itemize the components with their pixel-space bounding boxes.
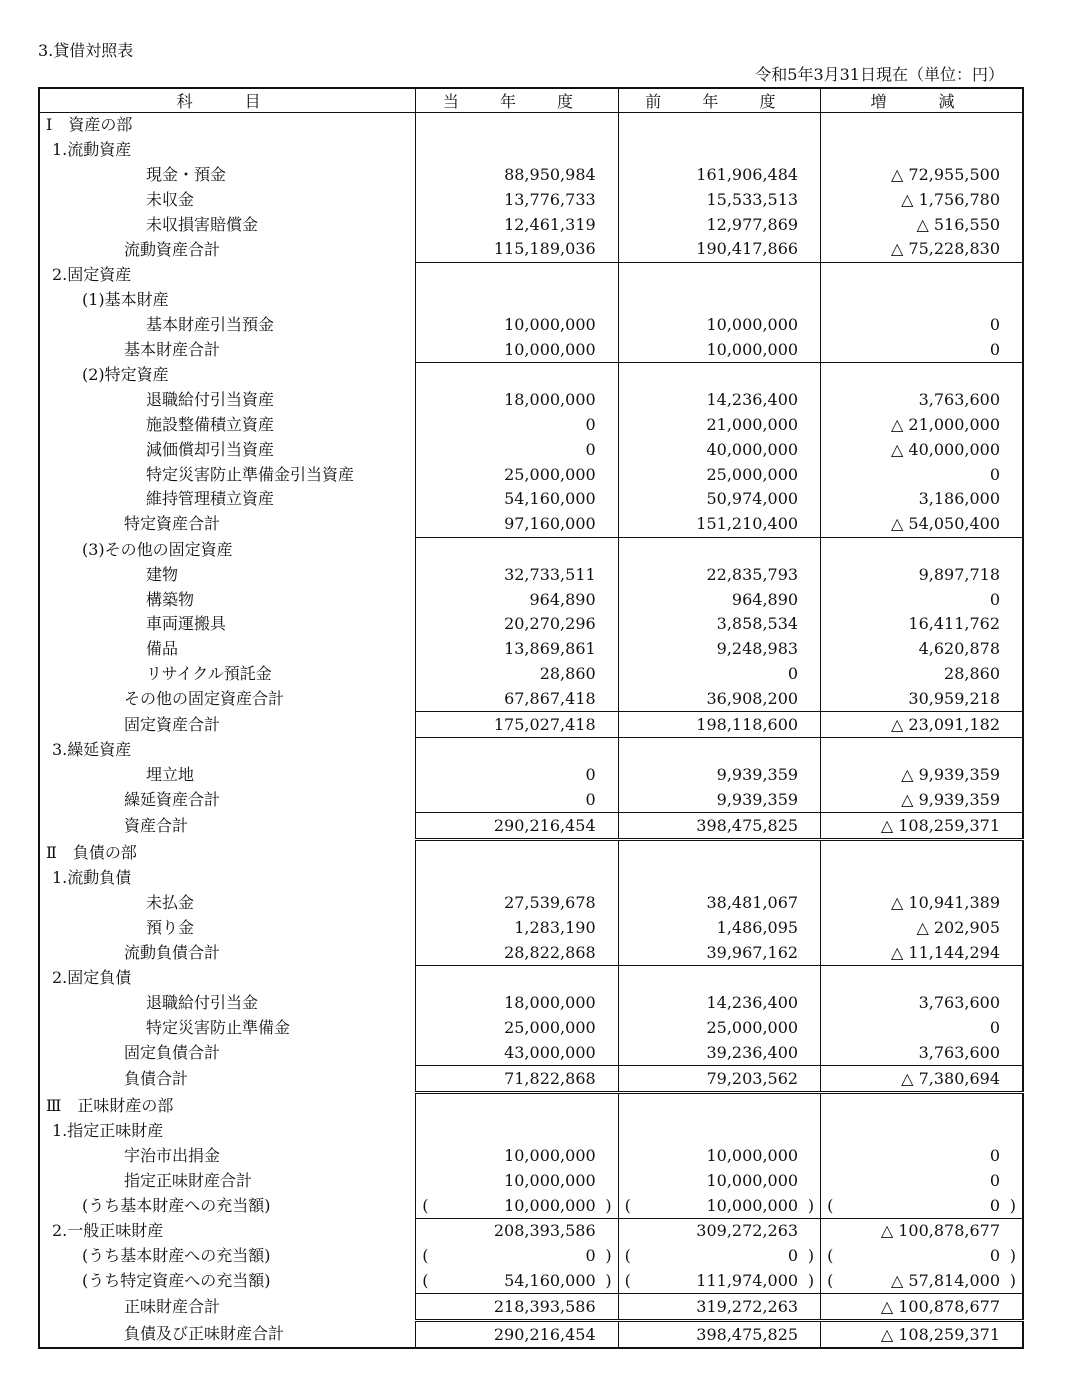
table-row: [39, 891, 1023, 916]
change-value: 0: [821, 587, 1023, 612]
current-value: 290,216,454: [416, 813, 618, 840]
table-row: [39, 788, 1023, 813]
table-row: [39, 1294, 1023, 1321]
row-label: 1.指定正味財産: [52, 1121, 164, 1141]
table-row: [39, 537, 1023, 562]
change-value: 3,763,600: [821, 991, 1023, 1016]
previous-value: 79,203,562: [618, 1066, 820, 1093]
row-label: 宇治市出捐金: [124, 1146, 221, 1166]
current-value: 10,000,000: [416, 312, 618, 337]
current-value: 208,393,586: [416, 1219, 618, 1244]
previous-value: 3,858,534: [618, 612, 820, 637]
previous-value: 14,236,400: [618, 388, 820, 413]
row-label: 正味財産合計: [124, 1297, 221, 1317]
row-label: 預り金: [146, 917, 195, 937]
current-value: 71,822,868: [416, 1066, 618, 1093]
table-row: [39, 866, 1023, 891]
previous-value: 36,908,200: [618, 686, 820, 711]
change-value: [821, 1119, 1023, 1144]
change-value: [821, 866, 1023, 891]
row-label: 車両運搬具: [146, 614, 227, 634]
current-value: [416, 262, 618, 287]
header-previous-year: 前 年 度: [618, 88, 820, 113]
change-value: 0: [821, 462, 1023, 487]
table-row: [39, 637, 1023, 662]
current-value: 0: [416, 413, 618, 438]
table-row: [39, 1193, 1023, 1218]
table-row: [39, 1119, 1023, 1144]
table-row: [39, 1144, 1023, 1169]
table-row: [39, 1321, 1023, 1348]
table-row: [39, 1040, 1023, 1065]
row-label: (うち特定資産への充当額): [82, 1271, 271, 1291]
current-value: 1,283,190: [416, 916, 618, 941]
balance-sheet-table: [38, 87, 1024, 1349]
table-row: [39, 840, 1023, 866]
current-value: [416, 288, 618, 313]
current-value: [416, 537, 618, 562]
current-value: [416, 840, 618, 866]
row-label: 基本財産合計: [124, 339, 221, 359]
row-label: 基本財産引当預金: [146, 314, 275, 334]
row-label: 固定負債合計: [124, 1043, 221, 1063]
row-label: 埋立地: [146, 765, 195, 785]
row-label: Ⅲ 正味財産の部: [46, 1095, 174, 1115]
previous-value: 39,236,400: [618, 1040, 820, 1065]
current-value: [416, 362, 618, 387]
row-label: 負債合計: [124, 1069, 189, 1089]
previous-value: ( 10,000,000 ): [618, 1193, 820, 1218]
table-row: [39, 212, 1023, 237]
table-row: [39, 686, 1023, 711]
previous-value: 14,236,400: [618, 991, 820, 1016]
row-label: 2.一般正味財産: [52, 1221, 164, 1241]
previous-value: [618, 966, 820, 991]
row-label: 1.流動負債: [52, 868, 132, 888]
current-value: 25,000,000: [416, 1016, 618, 1041]
current-value: [416, 1119, 618, 1144]
row-label: 未収損害賠償金: [146, 214, 259, 234]
change-value: [821, 537, 1023, 562]
change-value: 9,897,718: [821, 562, 1023, 587]
table-row: [39, 966, 1023, 991]
previous-value: [618, 866, 820, 891]
row-label: 退職給付引当資産: [146, 390, 275, 410]
row-label: Ⅰ 資産の部: [46, 115, 133, 135]
change-value: 3,763,600: [821, 1040, 1023, 1065]
previous-value: [618, 113, 820, 138]
current-value: 88,950,984: [416, 163, 618, 188]
previous-value: 319,272,263: [618, 1294, 820, 1321]
row-label: 繰延資産合計: [124, 790, 221, 810]
current-value: [416, 113, 618, 138]
current-value: 18,000,000: [416, 991, 618, 1016]
change-value: [821, 840, 1023, 866]
previous-value: 10,000,000: [618, 337, 820, 362]
current-value: 28,860: [416, 662, 618, 687]
change-value: ( 0 ): [821, 1244, 1023, 1269]
current-value: 175,027,418: [416, 712, 618, 738]
change-value: 0: [821, 337, 1023, 362]
change-value: △ 9,939,359: [821, 788, 1023, 813]
row-label: 3.繰延資産: [52, 740, 132, 760]
previous-value: [618, 138, 820, 163]
row-label: 未収金: [146, 189, 195, 209]
change-value: 0: [821, 312, 1023, 337]
row-label: 退職給付引当金: [146, 993, 259, 1013]
change-value: △ 21,000,000: [821, 413, 1023, 438]
change-value: [821, 1093, 1023, 1119]
current-value: [416, 737, 618, 762]
table-row: [39, 462, 1023, 487]
change-value: [821, 138, 1023, 163]
row-label: その他の固定資産合計: [124, 688, 285, 708]
current-value: [416, 866, 618, 891]
change-value: [821, 737, 1023, 762]
change-value: △ 100,878,677: [821, 1294, 1023, 1321]
table-row: [39, 562, 1023, 587]
table-row: [39, 312, 1023, 337]
table-row: [39, 388, 1023, 413]
current-value: 10,000,000: [416, 337, 618, 362]
previous-value: 10,000,000: [618, 1144, 820, 1169]
table-row: [39, 187, 1023, 212]
previous-value: 10,000,000: [618, 312, 820, 337]
row-label: 特定災害防止準備金引当資産: [146, 464, 355, 484]
previous-value: [618, 737, 820, 762]
row-label: 減価償却引当資産: [146, 439, 275, 459]
change-value: △ 10,941,389: [821, 891, 1023, 916]
change-value: 0: [821, 1144, 1023, 1169]
change-value: [821, 966, 1023, 991]
row-label: 現金・預金: [146, 164, 227, 184]
change-value: △ 75,228,830: [821, 237, 1023, 262]
current-value: 10,000,000: [416, 1144, 618, 1169]
current-value: 0: [416, 788, 618, 813]
change-value: ( △ 57,814,000 ): [821, 1269, 1023, 1294]
table-row: [39, 337, 1023, 362]
previous-value: 198,118,600: [618, 712, 820, 738]
current-value: [416, 966, 618, 991]
current-value: ( 54,160,000 ): [416, 1269, 618, 1294]
previous-value: 22,835,793: [618, 562, 820, 587]
change-value: [821, 288, 1023, 313]
row-label: 流動資産合計: [124, 239, 221, 259]
header-account: 科 目: [39, 88, 416, 113]
current-value: 10,000,000: [416, 1168, 618, 1193]
table-row: [39, 113, 1023, 138]
previous-value: 12,977,869: [618, 212, 820, 237]
row-label: 流動負債合計: [124, 942, 221, 962]
current-value: 12,461,319: [416, 212, 618, 237]
current-value: 54,160,000: [416, 487, 618, 512]
table-row: [39, 262, 1023, 287]
previous-value: 161,906,484: [618, 163, 820, 188]
current-value: 13,869,861: [416, 637, 618, 662]
previous-value: 15,533,513: [618, 187, 820, 212]
table-row: [39, 163, 1023, 188]
previous-value: 151,210,400: [618, 512, 820, 537]
current-value: 13,776,733: [416, 187, 618, 212]
change-value: 4,620,878: [821, 637, 1023, 662]
table-row: [39, 1066, 1023, 1093]
change-value: △ 108,259,371: [821, 813, 1023, 840]
table-row: [39, 1219, 1023, 1244]
row-label: 未払金: [146, 893, 195, 913]
previous-value: 398,475,825: [618, 1321, 820, 1348]
table-row: [39, 916, 1023, 941]
row-label: (2)特定資産: [82, 365, 169, 385]
current-value: 0: [416, 763, 618, 788]
header-current-year: 当 年 度: [416, 88, 618, 113]
change-value: 28,860: [821, 662, 1023, 687]
previous-value: [618, 1093, 820, 1119]
row-label: (3)その他の固定資産: [82, 539, 233, 559]
current-value: 25,000,000: [416, 462, 618, 487]
table-row: [39, 288, 1023, 313]
previous-value: 25,000,000: [618, 1016, 820, 1041]
table-row: [39, 612, 1023, 637]
row-label: 建物: [146, 564, 179, 584]
row-label: Ⅱ 負債の部: [46, 842, 137, 862]
previous-value: 0: [618, 662, 820, 687]
change-value: [821, 262, 1023, 287]
table-row: [39, 712, 1023, 738]
previous-value: 9,939,359: [618, 763, 820, 788]
row-label: 固定資産合計: [124, 714, 221, 734]
change-value: △ 9,939,359: [821, 763, 1023, 788]
change-value: △ 54,050,400: [821, 512, 1023, 537]
current-value: ( 0 ): [416, 1244, 618, 1269]
row-label: 維持管理積立資産: [146, 489, 275, 509]
page-title: 3.貸借対照表: [38, 41, 134, 60]
change-value: ( 0 ): [821, 1193, 1023, 1218]
current-value: 0: [416, 437, 618, 462]
row-label: 特定災害防止準備金: [146, 1018, 291, 1038]
table-row: [39, 237, 1023, 262]
previous-value: ( 111,974,000 ): [618, 1269, 820, 1294]
change-value: △ 516,550: [821, 212, 1023, 237]
table-row: [39, 138, 1023, 163]
header-change: 増 減: [821, 88, 1023, 113]
current-value: 32,733,511: [416, 562, 618, 587]
table-row: [39, 737, 1023, 762]
previous-value: 9,248,983: [618, 637, 820, 662]
row-label: (うち基本財産への充当額): [82, 1246, 271, 1266]
change-value: 16,411,762: [821, 612, 1023, 637]
current-value: 97,160,000: [416, 512, 618, 537]
change-value: △ 1,756,780: [821, 187, 1023, 212]
change-value: △ 202,905: [821, 916, 1023, 941]
row-label: 資産合計: [124, 816, 189, 836]
current-value: ( 10,000,000 ): [416, 1193, 618, 1218]
previous-value: [618, 288, 820, 313]
table-row: [39, 662, 1023, 687]
current-value: 43,000,000: [416, 1040, 618, 1065]
previous-value: [618, 840, 820, 866]
change-value: △ 108,259,371: [821, 1321, 1023, 1348]
previous-value: 38,481,067: [618, 891, 820, 916]
row-label: 負債及び正味財産合計: [124, 1323, 285, 1343]
table-row: [39, 813, 1023, 840]
previous-value: 50,974,000: [618, 487, 820, 512]
previous-value: 1,486,095: [618, 916, 820, 941]
change-value: △ 40,000,000: [821, 437, 1023, 462]
current-value: 964,890: [416, 587, 618, 612]
previous-value: 190,417,866: [618, 237, 820, 262]
row-label: 2.固定負債: [52, 968, 132, 988]
table-row: [39, 1093, 1023, 1119]
change-value: 3,186,000: [821, 487, 1023, 512]
table-row: [39, 991, 1023, 1016]
row-label: 指定正味財産合計: [124, 1170, 253, 1190]
table-row: [39, 1168, 1023, 1193]
current-value: [416, 1093, 618, 1119]
previous-value: [618, 362, 820, 387]
previous-value: 309,272,263: [618, 1219, 820, 1244]
change-value: 0: [821, 1168, 1023, 1193]
current-value: 18,000,000: [416, 388, 618, 413]
change-value: 3,763,600: [821, 388, 1023, 413]
row-label: リサイクル預託金: [146, 663, 272, 683]
row-label: 施設整備積立資産: [146, 414, 275, 434]
row-label: 2.固定資産: [52, 264, 132, 284]
previous-value: [618, 537, 820, 562]
table-row: [39, 487, 1023, 512]
current-value: 290,216,454: [416, 1321, 618, 1348]
row-label: 特定資産合計: [124, 514, 221, 534]
date-unit-note: 令和5年3月31日現在（単位：円）: [755, 65, 1004, 84]
current-value: 27,539,678: [416, 891, 618, 916]
change-value: △ 100,878,677: [821, 1219, 1023, 1244]
table-row: [39, 763, 1023, 788]
change-value: 0: [821, 1016, 1023, 1041]
row-label: 1.流動資産: [52, 140, 132, 160]
row-label: 備品: [146, 639, 179, 659]
change-value: [821, 362, 1023, 387]
current-value: 28,822,868: [416, 940, 618, 965]
table-row: [39, 512, 1023, 537]
current-value: 115,189,036: [416, 237, 618, 262]
header-row: [39, 88, 1023, 113]
change-value: △ 23,091,182: [821, 712, 1023, 738]
table-row: [39, 1016, 1023, 1041]
change-value: △ 72,955,500: [821, 163, 1023, 188]
previous-value: 21,000,000: [618, 413, 820, 438]
current-value: 20,270,296: [416, 612, 618, 637]
table-row: [39, 413, 1023, 438]
previous-value: 39,967,162: [618, 940, 820, 965]
table-row: [39, 587, 1023, 612]
change-value: 30,959,218: [821, 686, 1023, 711]
previous-value: 398,475,825: [618, 813, 820, 840]
previous-value: [618, 262, 820, 287]
change-value: △ 11,144,294: [821, 940, 1023, 965]
previous-value: 964,890: [618, 587, 820, 612]
previous-value: 25,000,000: [618, 462, 820, 487]
table-row: [39, 362, 1023, 387]
previous-value: ( 0 ): [618, 1244, 820, 1269]
current-value: 218,393,586: [416, 1294, 618, 1321]
row-label: (1)基本財産: [82, 289, 169, 309]
previous-value: 9,939,359: [618, 788, 820, 813]
previous-value: [618, 1119, 820, 1144]
table-row: [39, 940, 1023, 965]
change-value: [821, 113, 1023, 138]
current-value: [416, 138, 618, 163]
change-value: △ 7,380,694: [821, 1066, 1023, 1093]
current-value: 67,867,418: [416, 686, 618, 711]
table-row: [39, 437, 1023, 462]
row-label: (うち基本財産への充当額): [82, 1195, 271, 1215]
row-label: 構築物: [146, 589, 195, 609]
previous-value: 40,000,000: [618, 437, 820, 462]
table-row: [39, 1269, 1023, 1294]
table-row: [39, 1244, 1023, 1269]
previous-value: 10,000,000: [618, 1168, 820, 1193]
